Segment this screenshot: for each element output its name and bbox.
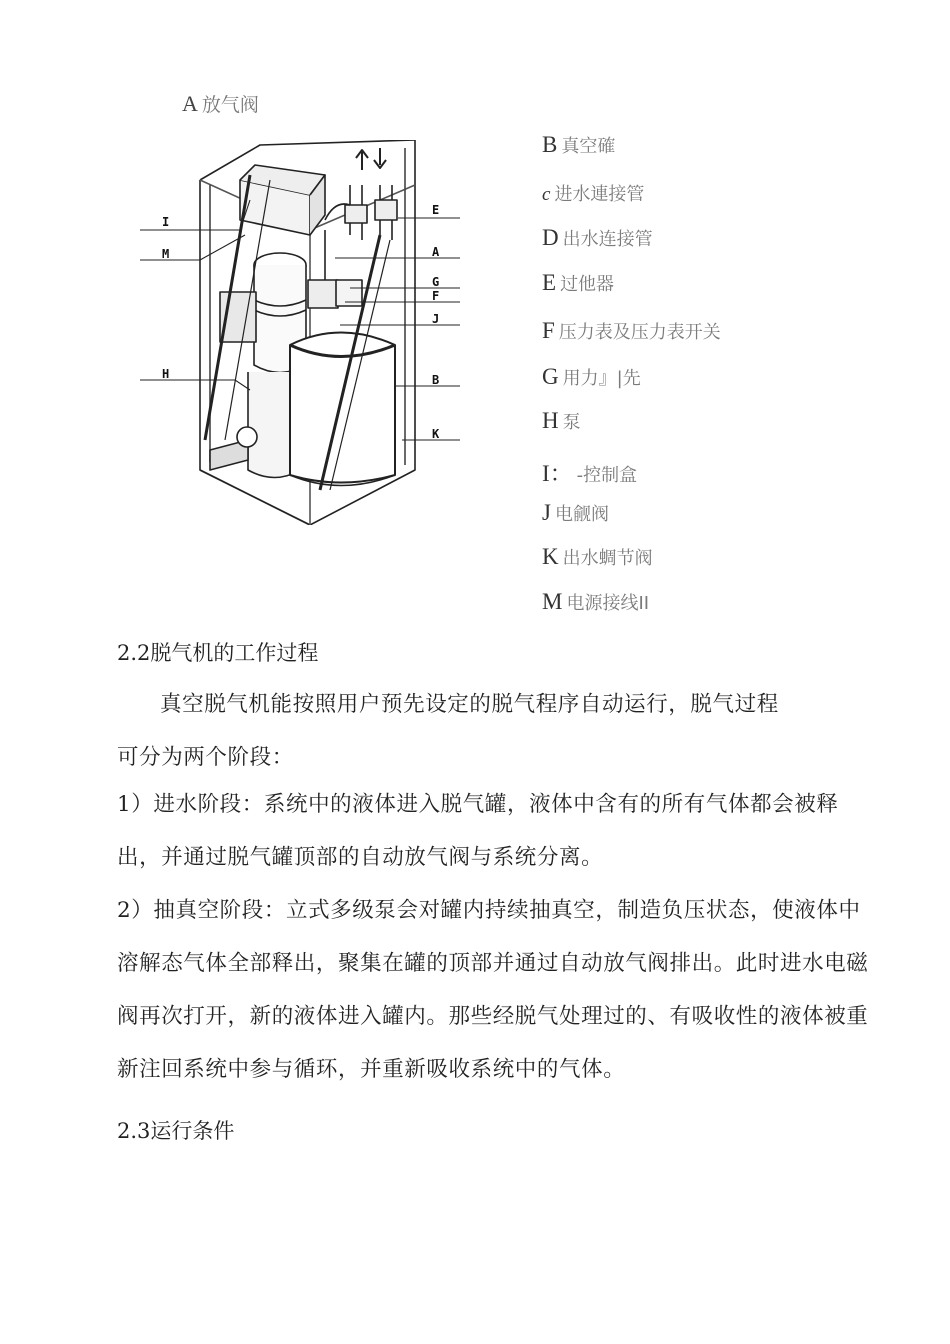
callout-B: B — [432, 373, 440, 387]
callout-H: H — [162, 367, 170, 381]
legend-text: 电源接线II — [566, 593, 650, 614]
legend-letter: J — [542, 500, 551, 525]
legend-letter: D — [542, 225, 559, 250]
legend-letter: G — [542, 364, 559, 389]
legend-text: 过他器 — [560, 274, 615, 295]
section-2-2-intro-cont: 可分为两个阶段： — [117, 745, 294, 770]
legend-item — [542, 180, 644, 206]
callout-F: F — [432, 289, 440, 303]
callout-I: I — [162, 215, 170, 229]
caption-text: 放气阀 — [201, 94, 259, 116]
legend-item — [542, 132, 615, 158]
legend-item — [542, 270, 614, 296]
legend-letter: I： — [542, 461, 573, 486]
legend-text: 真空確 — [561, 136, 616, 157]
step-2-paragraph: 2）抽真空阶段：立式多级泵会对罐内持续抽真空，制造负压状态，使液体中溶解态气体全部释出，聚集在罐的顶部并通过自动放气阀排出。此时进水电磁阀再次打开，新的液体进入罐内。那些经脱气处理过的、有吸收性的液体被重新注回系统中参与循环，并重新吸收系统中的气体。 — [117, 898, 869, 1082]
callout-A: A — [432, 245, 440, 259]
legend-item — [542, 408, 581, 434]
callout-K: K — [432, 427, 440, 441]
legend-letter: c — [542, 184, 551, 205]
legend-letter: B — [542, 132, 558, 157]
legend-text: 电觎阀 — [554, 504, 609, 525]
callout-M: M — [162, 247, 170, 261]
legend-text: 用力』|先 — [562, 368, 641, 389]
caption-letter: A — [182, 91, 198, 116]
legend-text: 压力表及压力表开关 — [558, 322, 721, 343]
legend-text: 出水蜩节阀 — [562, 548, 653, 569]
step-1-paragraph: 1）进水阶段：系统中的液体进入脱气罐，液体中含有的所有气体都会被释出，并通过脱气罐顶部的自动放气阀与系统分离。 — [117, 792, 839, 870]
legend-text: -控制盒 — [576, 465, 638, 486]
legend-letter: E — [542, 270, 557, 295]
degasser-diagram — [140, 140, 470, 525]
legend-item — [542, 589, 649, 615]
figure-caption-a — [182, 90, 259, 117]
callout-E: E — [432, 203, 440, 217]
legend-letter: F — [542, 318, 555, 343]
legend-text: 泵 — [562, 412, 581, 433]
callout-G: G — [432, 275, 440, 289]
legend-letter: H — [542, 408, 559, 433]
section-2-3-title: 2.3运行条件 — [117, 1119, 235, 1143]
legend-text: 进水連接管 — [554, 184, 645, 205]
section-2-2-intro: 真空脱气机能按照用户预先设定的脱气程序自动运行，脱气过程 — [160, 692, 779, 717]
legend-item — [542, 318, 721, 344]
legend-letter: K — [542, 544, 559, 569]
legend-text: 出水连接管 — [562, 229, 653, 250]
legend-item — [542, 500, 609, 526]
legend-item — [542, 364, 641, 390]
callout-J: J — [432, 312, 440, 326]
legend-item — [542, 225, 653, 251]
legend-letter: M — [542, 589, 563, 614]
legend-item — [542, 544, 653, 570]
section-2-2-title: 2.2脱气机的工作过程 — [117, 641, 319, 665]
legend-item — [542, 455, 637, 488]
